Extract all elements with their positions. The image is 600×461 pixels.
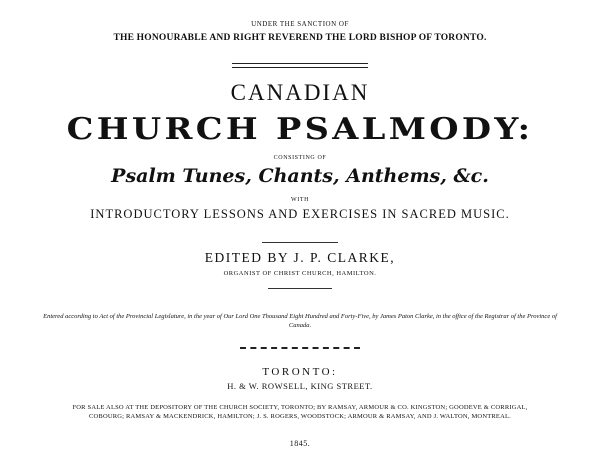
copyright-notice: Entered according to Act of the Provincial Legislature, in the year of Our Lord One Thousand Eight Hundred and Forty-Five, by James Paton Clarke, in the office of the Registrar of the Province of Canada.: [43, 313, 557, 329]
imprint-publisher: H. & W. ROWSELL, KING STREET.: [227, 381, 373, 391]
double-rule-divider: [232, 63, 368, 68]
imprint-city: TORONTO:: [262, 366, 338, 378]
intro-lessons: INTRODUCTORY LESSONS AND EXERCISES IN SACRED MUSIC.: [90, 207, 510, 221]
editor-line: EDITED BY J. P. CLARKE,: [204, 250, 396, 265]
sanction-intro: UNDER THE SANCTION OF: [251, 20, 349, 28]
with-label: WITH: [290, 197, 310, 203]
short-rule-divider: [268, 288, 332, 289]
title-line-2: CHURCH PSALMODY:: [66, 112, 534, 147]
dashed-rule-divider: [240, 347, 360, 351]
short-rule-divider: [262, 242, 338, 243]
title-line-1: CANADIAN: [230, 80, 370, 105]
imprint-sellers: FOR SALE ALSO AT THE DEPOSITORY OF THE CHURCH SOCIETY, TORONTO; BY RAMSAY, ARMOUR & CO. KINGSTON; GOODEVE & CORRIGAL, COBOURG; RAMSAY & MACKENDRICK, HAMILTON; J. S. ROGERS, WOODSTOCK; ARMOUR & RAMSAY, AND J. WALTON, MONTREAL.: [72, 404, 528, 420]
imprint-year: 1845.: [289, 439, 311, 448]
consisting-of-label: CONSISTING OF: [273, 155, 327, 161]
editor-role: ORGANIST OF CHRIST CHURCH, HAMILTON.: [223, 270, 377, 277]
subtitle: Psalm Tunes, Chants, Anthems, &c.: [111, 165, 489, 187]
sanction-authority: THE HONOURABLE AND RIGHT REVEREND THE LORD BISHOP OF TORONTO.: [113, 33, 487, 43]
